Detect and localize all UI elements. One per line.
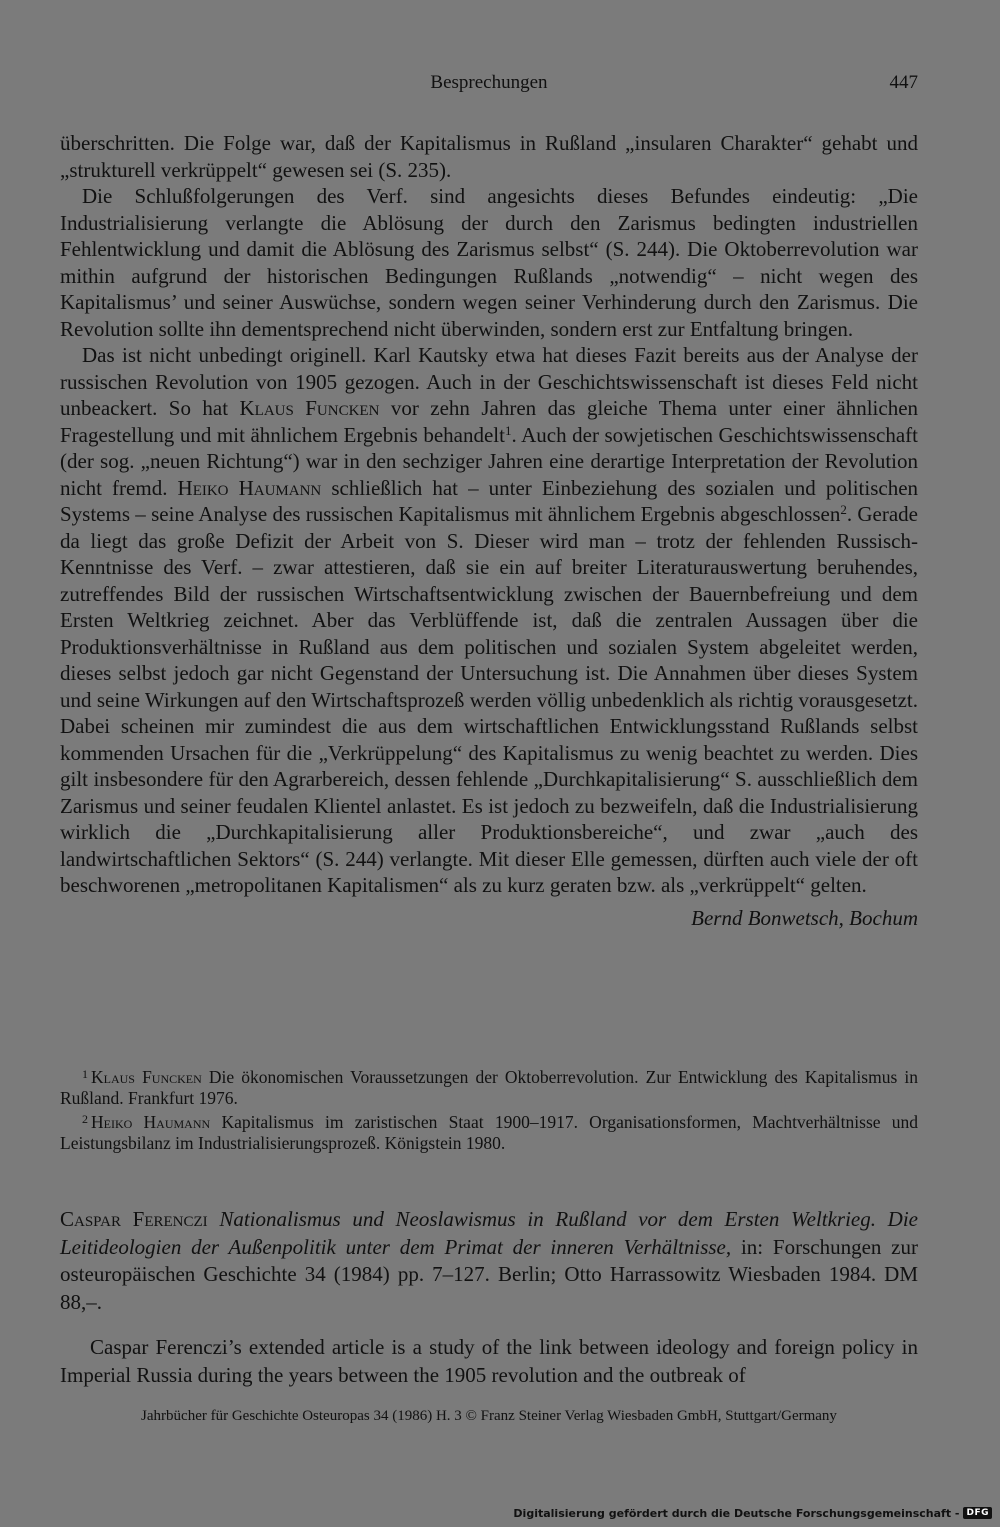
footnote-2 xyxy=(60,1109,918,1154)
paragraph-3-text-d: schließlich hat – unter Einbeziehung des sozialen und politischen Systems – seine Analyse des russischen Kapitalismus mit ähnlichem Ergebnis abgeschlossen xyxy=(60,475,919,526)
review-author: Caspar Ferenczi xyxy=(60,1207,208,1231)
paragraph-2: Die Schlußfolgerungen des Verf. sind angesichts dieses Befundes eindeutig: „Die Industrialisierung verlangte die Ablösung der durch den Zarismus bedingten industriellen Fehlentwicklung und damit die Ablösung des Zarismus selbst“ (S. 244). Die Oktoberrevolution war mithin aufgrund der historischen Bedingungen Rußlands „notwendig“ – nicht wegen des Kapitalismus’ und seiner Auswüchse, sondern wegen seiner Verhinderung durch den Zarismus. Die Revolution sollte ihn dementsprechend nicht überwinden, sondern erst zur Entfaltung bringen. xyxy=(60,184,918,341)
review-publication: in: Forschungen zur osteuropäischen Geschichte 34 (1984) pp. 7–127. Berlin; Otto Harrassowitz Wiesbaden 1984. DM 88,–. xyxy=(60,1234,918,1314)
paragraph-1: überschritten. Die Folge war, daß der Kapitalismus in Rußland „insularen Charakter“ gehabt und „strukturell verkrüppelt“ gewesen sei (S. 235). xyxy=(60,131,918,182)
running-header xyxy=(60,72,918,100)
bibliographic-entry xyxy=(60,1206,918,1316)
author-name-haumann: Heiko Haumann xyxy=(177,475,322,500)
running-title: Besprechungen xyxy=(430,72,548,93)
footnote-2-author: Heiko Haumann xyxy=(91,1112,211,1132)
paragraph-3-text-b: vor zehn Jahren das gleiche Thema unter einer ähnlichen Fragestellung und mit ähnlichem Ergebnis behandelt xyxy=(60,396,919,447)
footnote-ref-2[interactable]: 2 xyxy=(840,502,847,517)
review-title: Nationalismus und Neoslawismus in Rußland vor dem Ersten Weltkrieg. Die Leitideologien der Außenpolitik unter dem Primat der inneren Verhältnisse, xyxy=(60,1207,918,1259)
footnote-2-text: Kapitalismus im zaristischen Staat 1900–1917. Organisationsformen, Machtverhältnisse und Leistungsbilanz im Industrialisierungsprozeß. Königstein 1980. xyxy=(60,1112,919,1153)
footnote-1 xyxy=(60,1064,918,1109)
author-name-funcken: Klaus Funcken xyxy=(239,396,380,420)
paragraph-3-text-c: . Auch der sowjetischen Geschichtswissenschaft (der sog. „neuen Richtung“) war in den sechziger Jahren eine derartige Interpretation der Revolution nicht fremd. xyxy=(60,422,918,500)
paragraph-3-text-a: Das ist nicht unbedingt originell. Karl Kautsky etwa hat dieses Fazit bereits aus der Analyse der russischen Revolution von 1905 gezogen. Auch in der Geschichtswissenschaft ist dieses Feld nicht unbeackert. So hat xyxy=(60,343,918,420)
footnote-1-text: Die ökonomischen Voraussetzungen der Oktoberrevolution. Zur Entwicklung des Kapitalismus in Rußland. Frankfurt 1976. xyxy=(60,1067,918,1108)
main-text xyxy=(60,130,918,931)
dfg-logo-icon: DFG xyxy=(963,1507,992,1519)
dfg-credit xyxy=(513,1505,992,1521)
page-number: 447 xyxy=(889,72,918,93)
footnote-ref-1[interactable]: 1 xyxy=(504,422,512,438)
reviewer-signature: Bernd Bonwetsch, Bochum xyxy=(691,905,918,930)
journal-footer: Jahrbücher für Geschichte Osteuropas 34 (1986) H. 3 © Franz Steiner Verlag Wiesbaden GmbH, Stuttgart/Germany xyxy=(141,1408,837,1424)
footnotes xyxy=(60,1064,918,1154)
footnote-2-number: 2 xyxy=(82,1112,88,1126)
dfg-credit-text: Digitalisierung gefördert durch die Deutsche Forschungsgemeinschaft - xyxy=(513,1506,960,1520)
review-intro-paragraph: Caspar Ferenczi’s extended article is a study of the link between ideology and foreign policy in Imperial Russia during the years between the 1905 revolution and the outbreak of xyxy=(60,1335,918,1387)
paragraph-3 xyxy=(60,342,918,899)
review-entry xyxy=(60,1206,918,1389)
paragraph-3-text-e: . Gerade da liegt das große Defizit der Arbeit von S. Dieser wird man – trotz der fehlenden Russisch-Kenntnisse des Verf. – zwar attestieren, daß sie ein auf breiter Literaturauswertung beruhendes, zutreffendes Bild der russischen Wirtschaftsentwicklung zwischen der Bauernbefreiung und dem Ersten Weltkrieg zeichnet. Aber das Verblüffende ist, daß die zentralen Aussagen über die Produktionsverhältnisse in Rußland aus dem politischen und sozialen System abgeleitet werden, dieses selbst jedoch gar nicht Gegenstand der Untersuchung ist. Die Annahmen über dieses System und seine Wirkungen auf den Wirtschaftsprozeß werden völlig unbedenklich als richtig vorausgesetzt. Dabei scheinen mir zumindest die aus dem wirtschaftlichen Entwicklungsstand Rußlands selbst kommenden Ursachen für die „Verkrüppelung“ des Kapitalismus zu wenig beachtet zu werden. Dies gilt insbesondere für den Agrarbereich, dessen fehlende „Durchkapitalisierung“ S. ausschließlich dem Zarismus und seiner feudalen Klientel anlastet. Es ist jedoch zu bezweifeln, daß die Industrialisierung wirklich die „Durchkapitalisierung aller Produktionsbereiche“, und zwar „auch des landwirtschaftlichen Sektors“ (S. 244) verlangte. Mit dieser Elle gemessen, dürften auch viele der oft beschworenen „metropolitanen Kapitalismen“ als zu kurz geraten bzw. als „verkrüppelt“ gelten. xyxy=(60,502,918,897)
footnote-1-author: Klaus Funcken xyxy=(91,1067,202,1087)
footnote-1-number: 1 xyxy=(82,1067,88,1081)
